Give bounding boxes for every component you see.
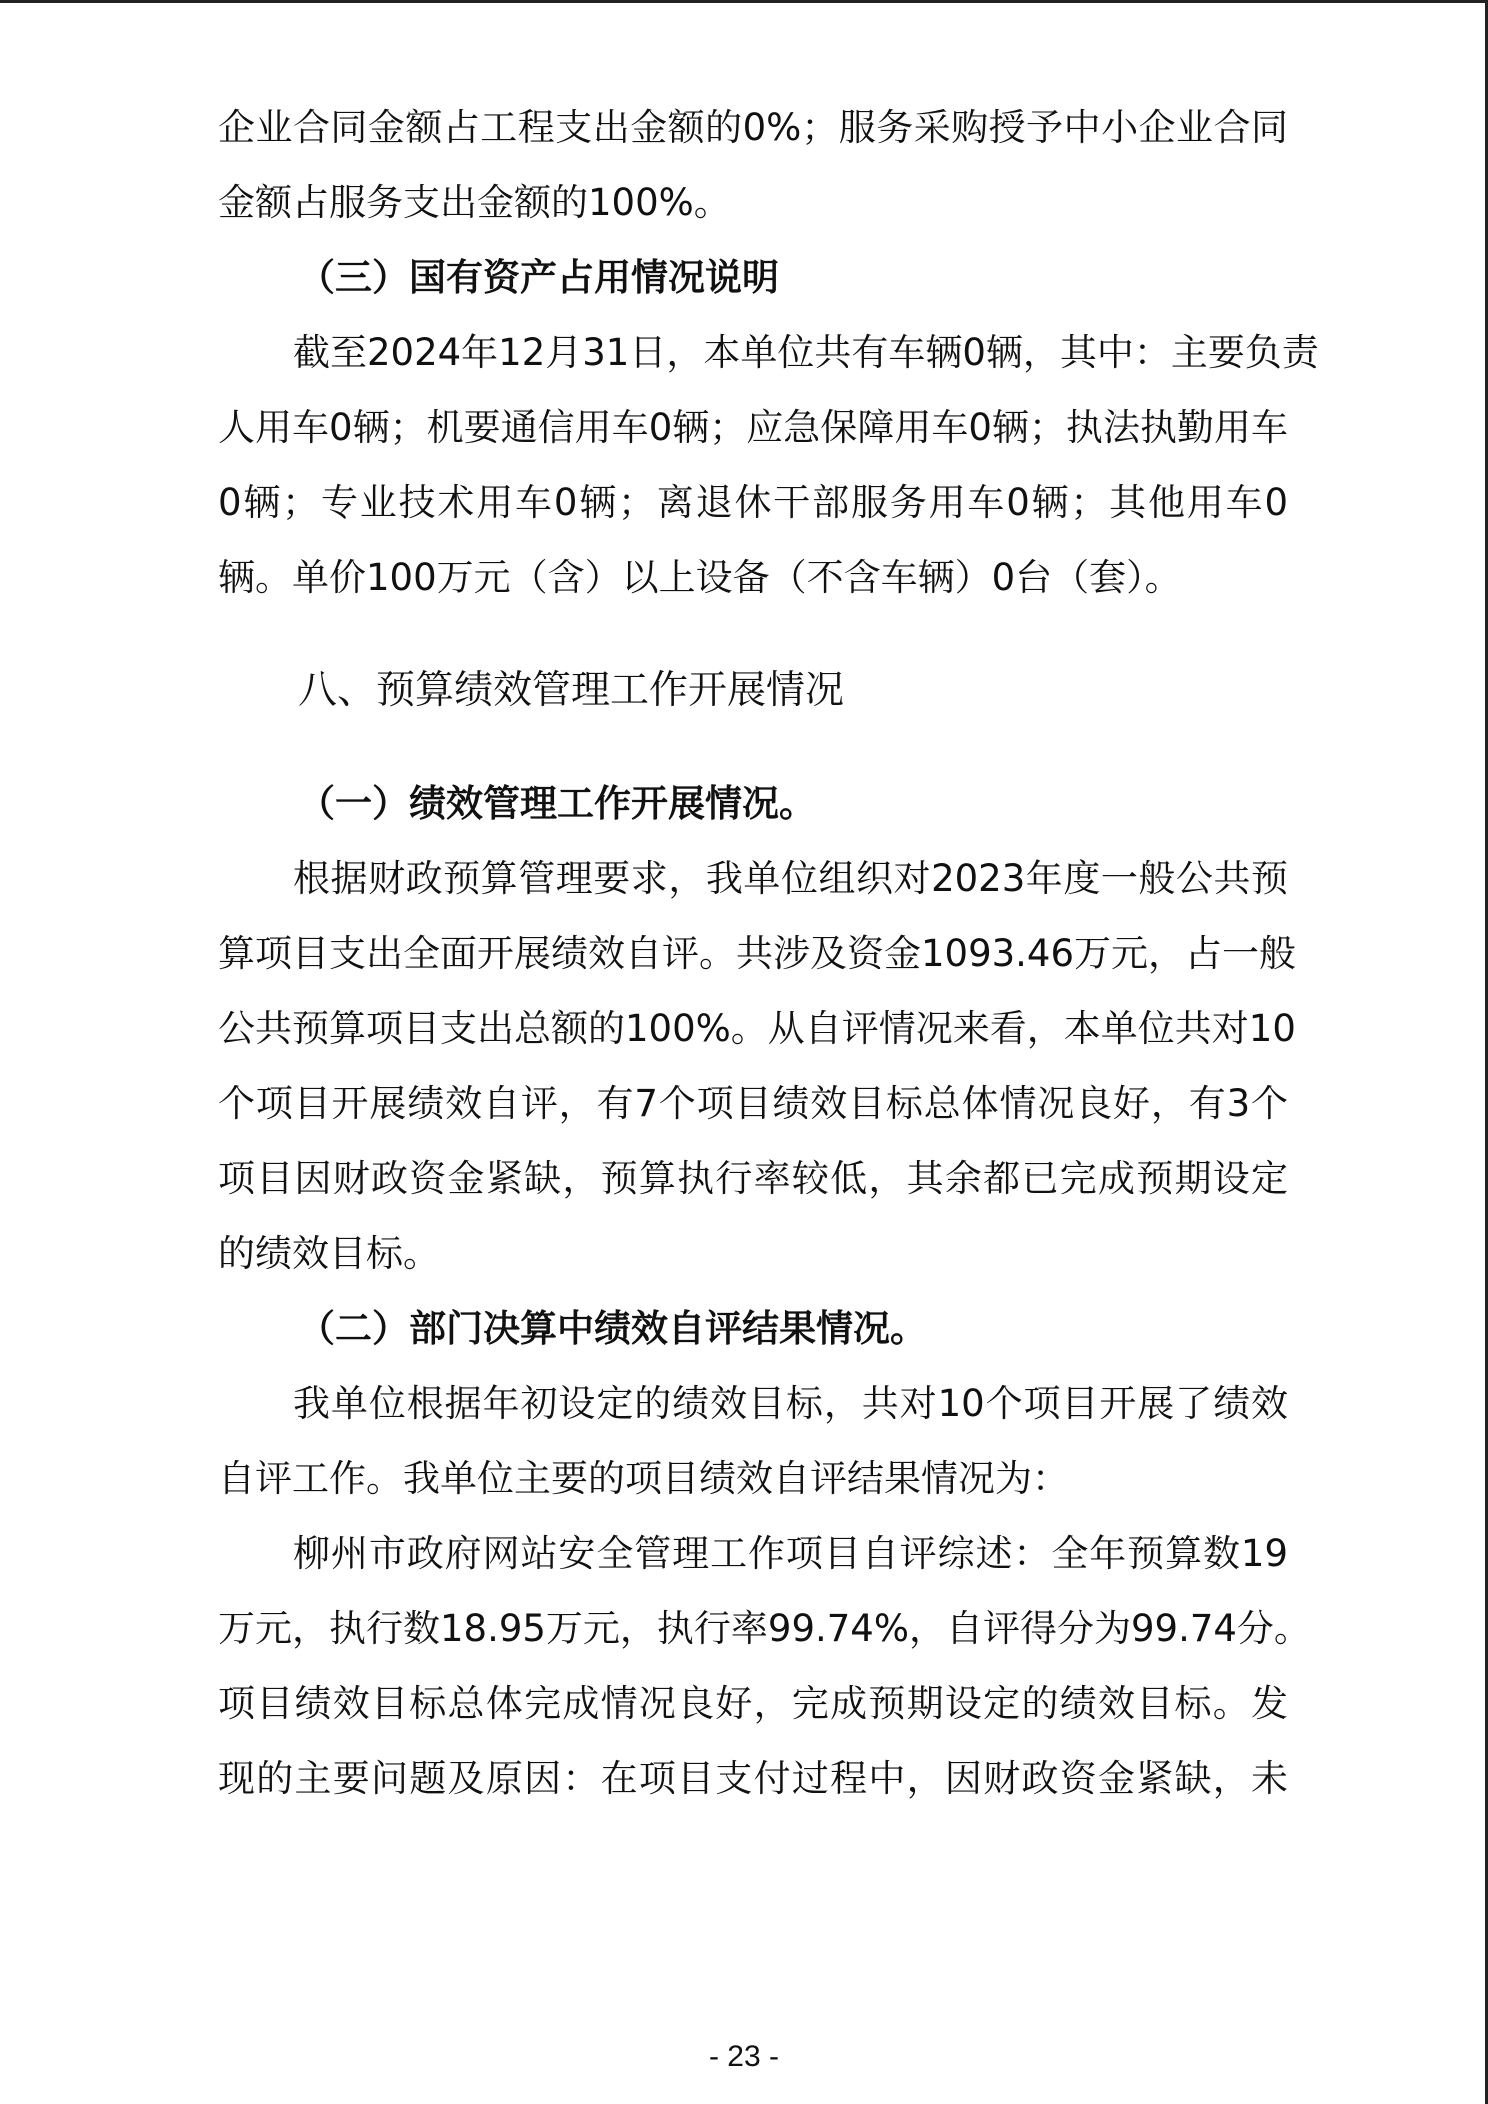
paragraph-line: 根据财政预算管理要求，我单位组织对2023年度一般公共预 [293, 857, 1288, 900]
paragraph-line: 项目绩效目标总体完成情况良好，完成预期设定的绩效目标。发 [218, 1682, 1288, 1725]
paragraph-line: 人用车0辆；机要通信用车0辆；应急保障用车0辆；执法执勤用车 [218, 406, 1288, 449]
paragraph-line: 现的主要问题及原因：在项目支付过程中，因财政资金紧缺，未 [218, 1757, 1288, 1800]
paragraph-line: 柳州市政府网站安全管理工作项目自评综述：全年预算数19 [293, 1532, 1288, 1575]
subsection-heading-assets: （三）国有资产占用情况说明 [298, 256, 779, 299]
paragraph-line: 企业合同金额占工程支出金额的0%；服务采购授予中小企业合同 [218, 106, 1288, 149]
top-border [0, 0, 1488, 3]
paragraph-line: 算项目支出全面开展绩效自评。共涉及资金1093.46万元，占一般 [218, 932, 1297, 975]
page-number: - 23 - [708, 2040, 780, 2073]
subsection-heading-self-evaluation: （二）部门决算中绩效自评结果情况。 [298, 1307, 927, 1350]
paragraph-line: 0辆；专业技术用车0辆；离退休干部服务用车0辆；其他用车0 [218, 481, 1288, 524]
subsection-heading-management: （一）绩效管理工作开展情况。 [298, 782, 816, 825]
document-body [218, 90, 1319, 1816]
paragraph-line: 辆。单价100万元（含）以上设备（不含车辆）0台（套）。 [218, 556, 1182, 599]
paragraph-line: 万元，执行数18.95万元，执行率99.74%，自评得分为99.74分。 [218, 1607, 1311, 1650]
paragraph-line: 项目因财政资金紧缺，预算执行率较低，其余都已完成预期设定 [218, 1157, 1288, 1200]
paragraph-line: 我单位根据年初设定的绩效目标，共对10个项目开展了绩效 [293, 1382, 1288, 1425]
paragraph-line: 自评工作。我单位主要的项目绩效自评结果情况为： [218, 1457, 1069, 1500]
paragraph-line: 的绩效目标。 [218, 1232, 440, 1275]
section-heading-performance: 八、预算绩效管理工作开展情况 [298, 668, 845, 713]
paragraph-line: 金额占服务支出金额的100%。 [218, 181, 731, 224]
paragraph-line: 公共预算项目支出总额的100%。从自评情况来看，本单位共对10 [218, 1007, 1296, 1050]
paragraph-line: 个项目开展绩效自评，有7个项目绩效目标总体情况良好，有3个 [218, 1082, 1288, 1125]
paragraph-line: 截至2024年12月31日，本单位共有车辆0辆，其中：主要负责 [293, 331, 1319, 374]
